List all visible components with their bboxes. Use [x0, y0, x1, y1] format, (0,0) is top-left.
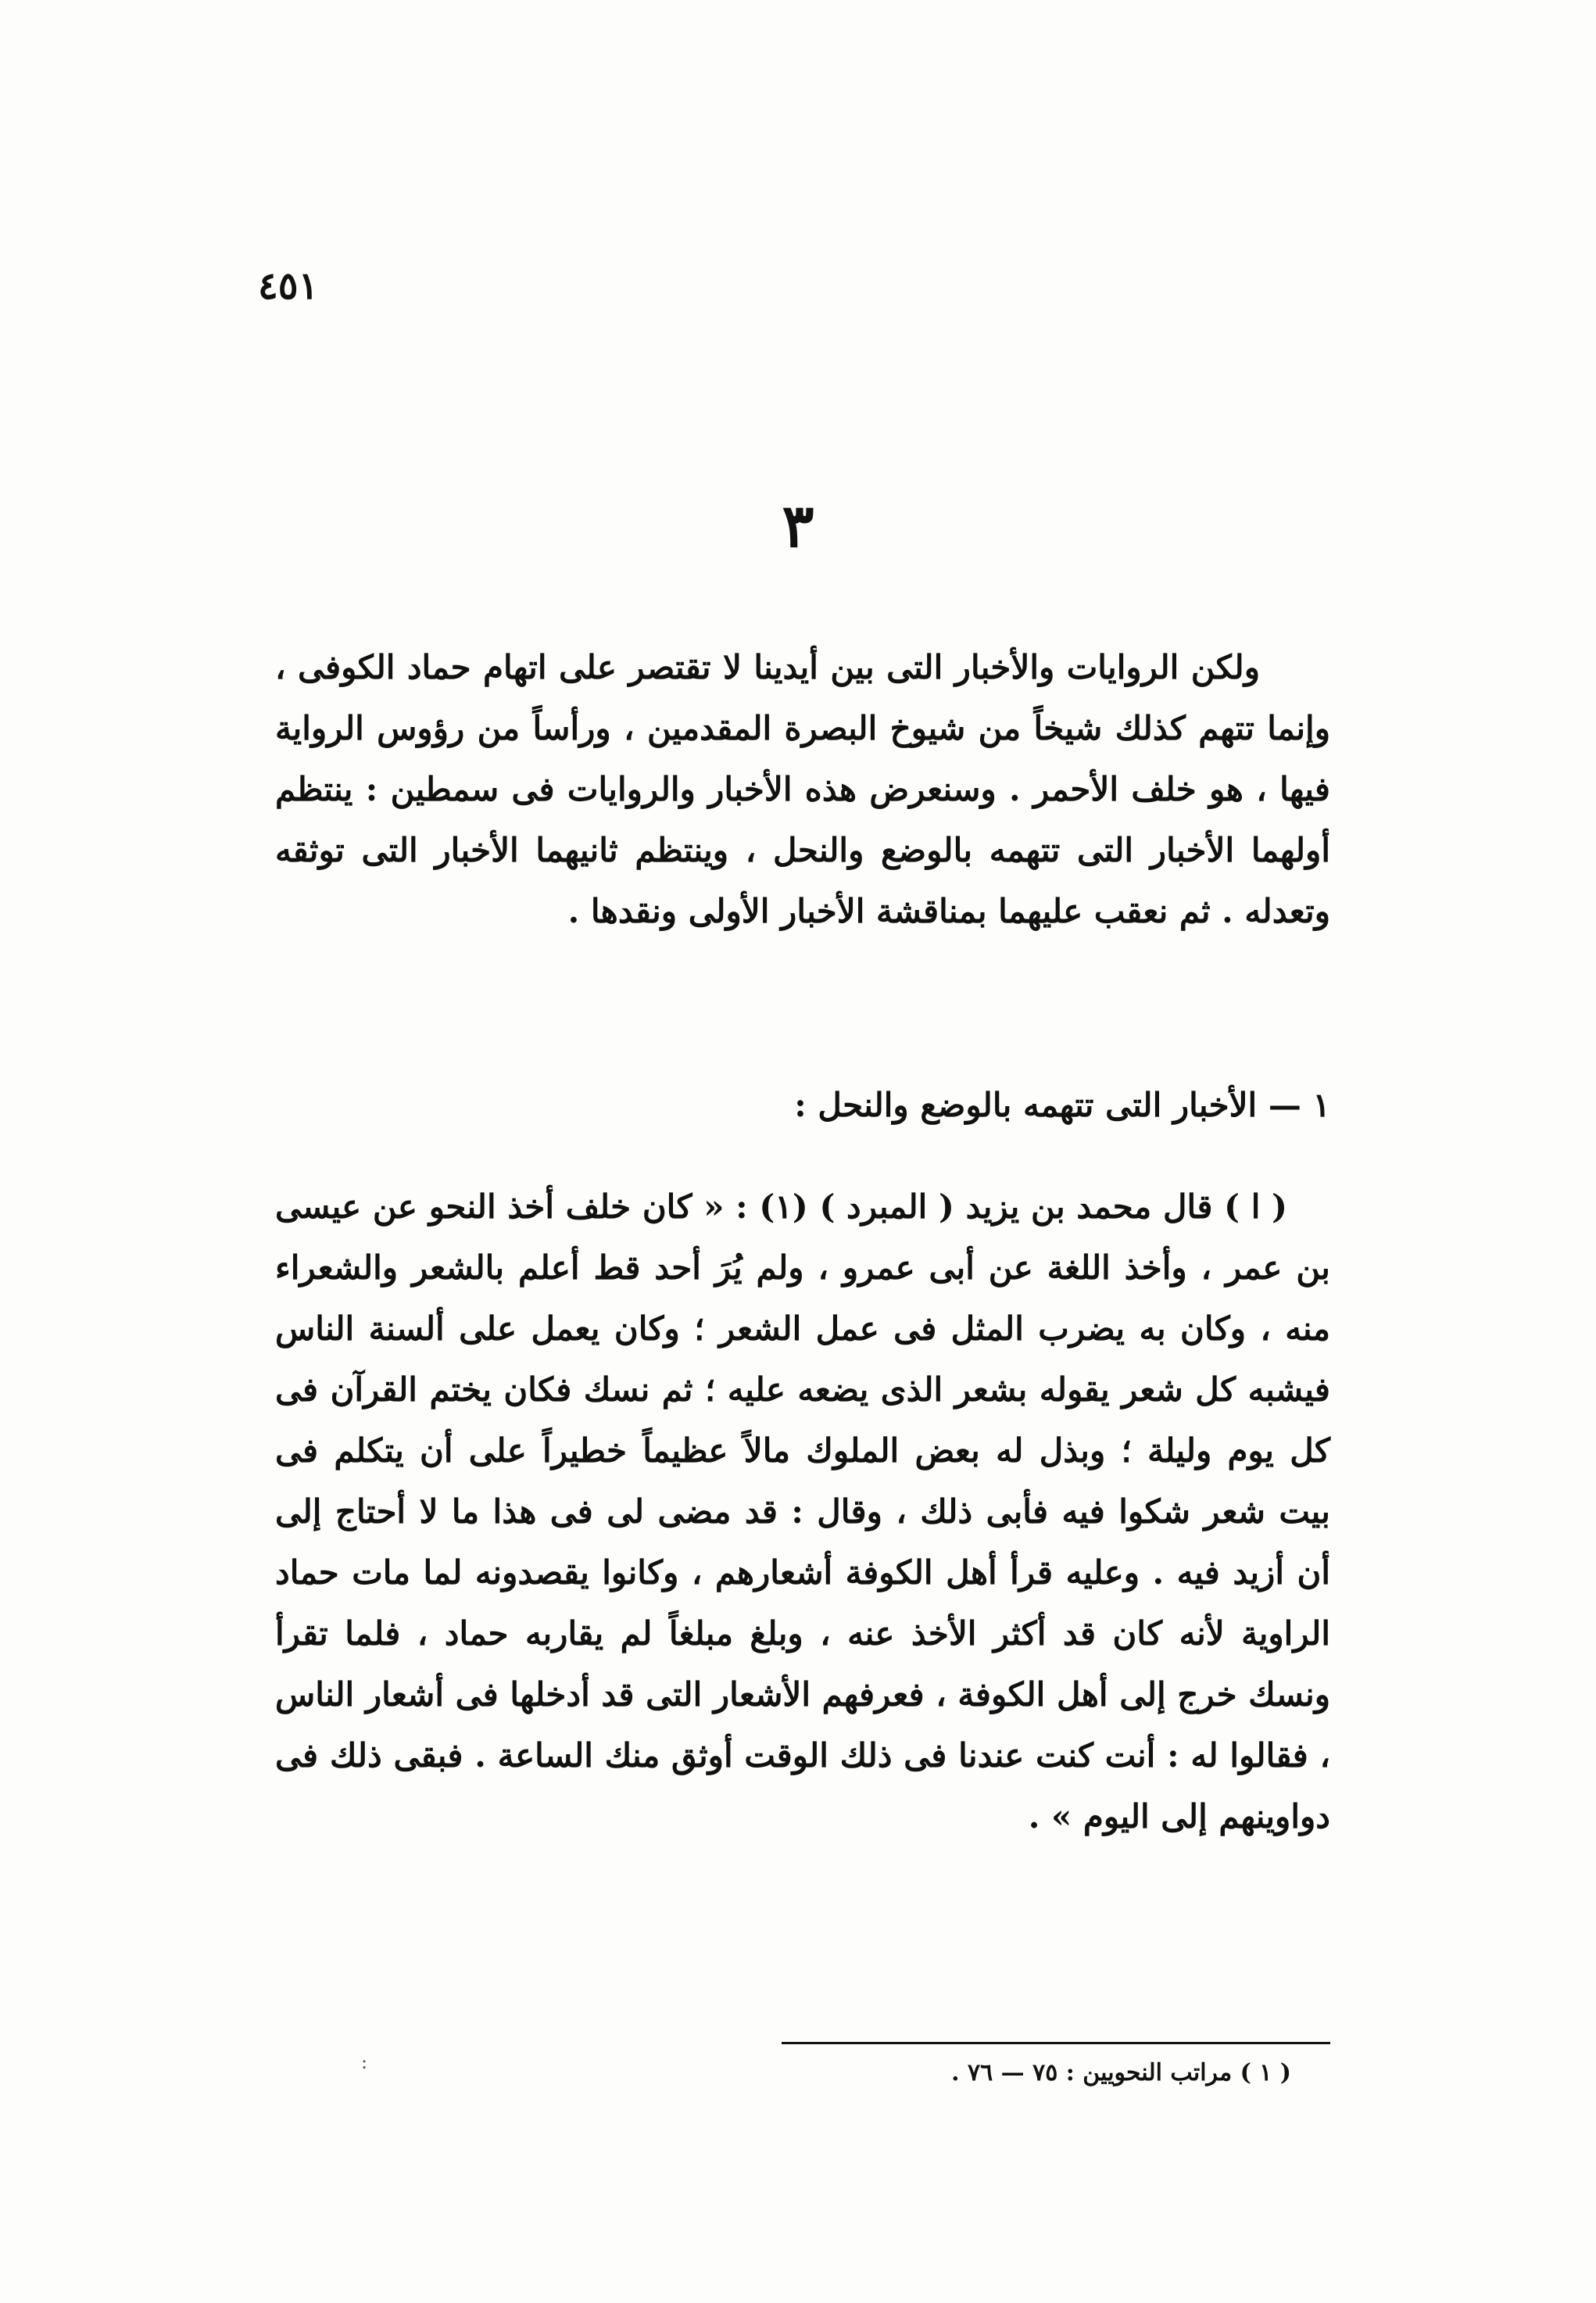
page-number: ٤٥١ [258, 264, 319, 308]
paragraph-quotation: ( ا ) قال محمد بن يزيد ( المبرد ) (١) : « كان خلف أخذ النحو عن عيسى بن عمر ، وأخذ اللغة عن أبى عمرو ، ولم يُرَ أحد قط أعلم بالشعر والشعراء منه ، وكان به يضرب المثل فى عمل الشعر ؛ وكان يعمل على ألسنة الناس فيشبه كل شعر يقوله بشعر الذى يضعه عليه ؛ ثم نسك فكان يختم القرآن فى كل يوم وليلة ؛ وبذل له بعض الملوك مالاً عظيماً خطيراً على أن يتكلم فى بيت شعر شكوا فيه فأبى ذلك ، وقال : قد مضى لى فى هذا ما لا أحتاج إلى أن أزيد فيه . وعليه قرأ أهل الكوفة أشعارهم ، وكانوا يقصدونه لما مات حماد الراوية لأنه كان قد أكثر الأخذ عنه ، وبلغ مبلغاً لم يقاربه حماد ، فلما تقرأ ونسك خرج إلى أهل الكوفة ، فعرفهم الأشعار التى قد أدخلها فى أشعار الناس ، فقالوا له : أنت كنت عندنا فى ذلك الوقت أوثق منك الساعة . فبقى ذلك فى دواوينهم إلى اليوم » . [275, 1187, 1330, 1836]
footnote-divider [782, 2042, 1330, 2044]
subsection-heading: ١ — الأخبار التى تتهمه بالوضع والنحل : [794, 1086, 1330, 1124]
footnote: ( ١ ) مراتب النحويين : ٧٥ — ٧٦ . [951, 2059, 1291, 2086]
stray-mark: : [361, 2051, 368, 2073]
paragraph-intro: ولكن الروايات والأخبار التى بين أيدينا لا تقتصر على اتهام حماد الكوفى ، وإنما تتهم كذلك شيخاً من شيوخ البصرة المقدمين ، ورأساً من رؤوس الرواية فيها ، هو خلف الأحمر . وسنعرض هذه الأخبار والروايات فى سمطين : ينتظم أولهما الأخبار التى تتهمه بالوضع والنحل ، وينتظم ثانيهما الأخبار التى توثقه وتعدله . ثم نعقب عليهما بمناقشة الأخبار الأولى ونقدها . [275, 648, 1330, 930]
section-number: ٣ [782, 491, 814, 561]
